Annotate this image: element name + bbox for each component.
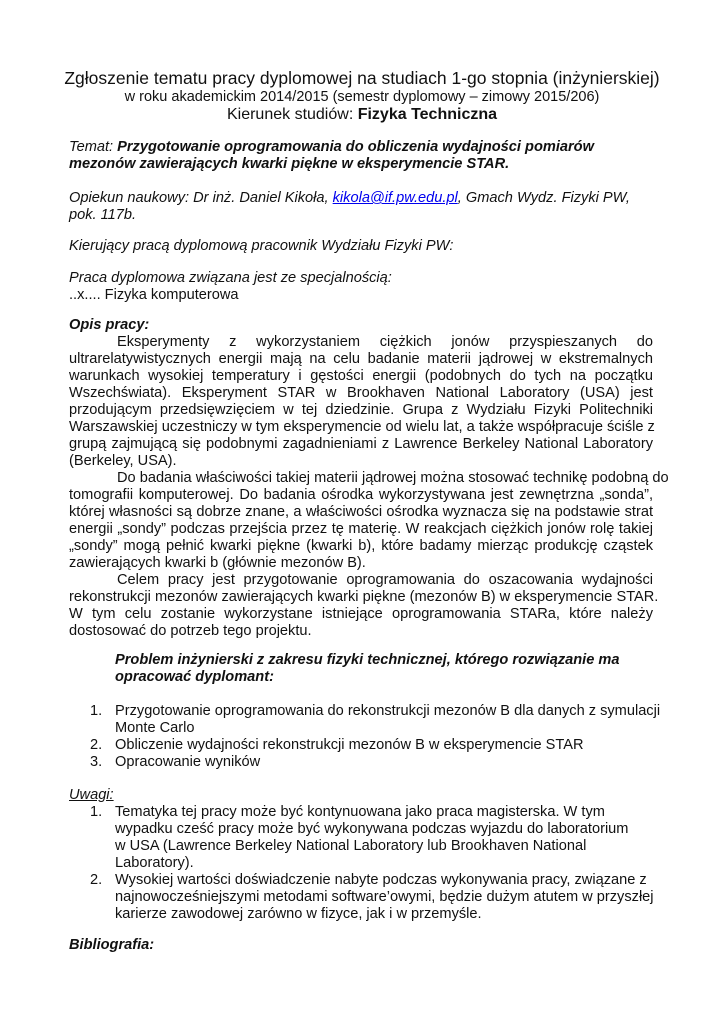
paragraph-line: przodującym przedsięwzięciem w tej dziedzinie. Grupa z Wydziału Fizyki Politechniki xyxy=(69,402,653,418)
paragraph-line: rekonstrukcji mezonów zawierających kwarki piękne (mezonów B) w eksperymencie STAR. xyxy=(69,589,659,605)
problem-heading-line-2: opracować dyplomant: xyxy=(115,669,274,685)
list-item-number: 3. xyxy=(90,754,103,770)
paragraph-line: której własności są dobrze znane, a właściwości ośrodka wyznacza się na podstawie strat xyxy=(69,504,653,520)
notes-list xyxy=(69,804,653,923)
description-section xyxy=(69,317,669,640)
paragraph-line: ultrarelatywistycznych energii mają na celu badanie materii jądrowej w ekstremalnych xyxy=(69,351,653,367)
list-item-number: 1. xyxy=(90,703,103,719)
paragraph-line: grupą zajmującą się podobnymi zagadnieniami z Lawrence Berkeley National Laboratory xyxy=(69,436,653,452)
paragraph-line: dostosować do potrzeb tego projektu. xyxy=(69,623,312,639)
list-item-line: Laboratory). xyxy=(115,855,194,871)
problem-list xyxy=(69,703,661,771)
field-of-study xyxy=(0,106,724,124)
list-item-line: najnowocześniejszymi metodami software’owymi, będzie dużym atutem w przyszłej xyxy=(115,889,654,905)
paragraph-line: W tym celu zostanie wykorzystane istniejące oprogramowania STARa, które należy xyxy=(69,606,653,622)
list-item-number: 2. xyxy=(90,872,103,888)
list-item-line: wypadku cześć pracy może być wykonywana podczas wyjazdu do laboratorium xyxy=(115,821,629,837)
field-value: Fizyka Techniczna xyxy=(357,106,498,123)
topic-line-2: mezonów zawierających kwarki piękne w eksperymencie STAR. xyxy=(69,156,510,172)
description-paragraph xyxy=(69,572,659,640)
list-item-line: Tematyka tej pracy może być kontynuowana jako praca magisterska. W tym xyxy=(115,804,605,820)
list-item-line: Monte Carlo xyxy=(115,720,195,736)
list-item xyxy=(69,754,653,771)
paragraph-line: Eksperymenty z wykorzystaniem ciężkich jonów przyspieszanych do xyxy=(117,334,653,350)
description-paragraphs xyxy=(69,334,669,640)
list-item xyxy=(69,703,661,737)
list-item-line: Opracowanie wyników xyxy=(115,754,261,770)
paragraph-line: Do badania właściwości takiej materii jądrowej można stosować technikę podobną do xyxy=(117,470,669,486)
supervisor-prefix: Opiekun naukowy: Dr inż. Daniel Kikoła, xyxy=(69,190,333,206)
paragraph-line: zawierających kwarki b (głównie mezonów B). xyxy=(69,555,366,571)
specialty xyxy=(69,270,653,304)
director-label: Kierujący pracą dyplomową pracownik Wydziału Fizyki PW: xyxy=(69,238,454,254)
list-item xyxy=(69,737,653,754)
document-title: Zgłoszenie tematu pracy dyplomowej na studiach 1-go stopnia (inżynierskiej) xyxy=(64,68,660,88)
topic xyxy=(69,139,653,173)
description-heading: Opis pracy: xyxy=(69,317,150,333)
paragraph-line: warunkach wysokiej temperatury i gęstości energii (podobnych do tych na początku xyxy=(69,368,653,384)
list-item-number: 1. xyxy=(90,804,103,820)
problem-heading-line-1: Problem inżynierski z zakresu fizyki technicznej, którego rozwiązanie ma xyxy=(115,652,620,668)
list-item-line: karierze zawodowej zarówno w fizyce, jak i w przemyśle. xyxy=(115,906,482,922)
list-item-line: Wysokiej wartości doświadczenie nabyte podczas wykonywania pracy, związane z xyxy=(115,872,647,888)
topic-line-1: Przygotowanie oprogramowania do obliczenia wydajności pomiarów xyxy=(117,139,594,155)
supervisor-room: pok. 117b. xyxy=(69,207,137,223)
list-item-line: w USA (Lawrence Berkeley National Laboratory lub Brookhaven National xyxy=(115,838,587,854)
bibliography-heading: Bibliografia: xyxy=(69,937,155,953)
paragraph-line: tomografii komputerowej. Do badania ośrodka wykorzystywana jest zewnętrzna „sonda”, xyxy=(69,487,653,503)
list-item-line: Przygotowanie oprogramowania do rekonstrukcji mezonów B dla danych z symulacji xyxy=(115,703,661,719)
paragraph-line: (Berkeley, USA). xyxy=(69,453,177,469)
description-paragraph xyxy=(69,334,653,470)
document-subtitle: w roku akademickim 2014/2015 (semestr dyplomowy – zimowy 2015/206) xyxy=(124,89,600,105)
description-paragraph xyxy=(69,470,669,572)
list-item-number: 2. xyxy=(90,737,103,753)
paragraph-line: „sondy” mogą pełnić kwarki piękne (kwarki b), które badamy mierząc produkcję cząstek xyxy=(69,538,653,554)
list-item xyxy=(69,872,653,923)
topic-label: Temat: xyxy=(69,139,118,155)
list-item xyxy=(69,804,653,872)
paragraph-line: energii „sondy” podczas przejścia przez tę materię. W reakcjach ciężkich jonów rolę takiej xyxy=(69,521,653,537)
field-label: Kierunek studiów: xyxy=(226,106,358,123)
problem-section xyxy=(69,652,661,771)
specialty-value: ..x.... Fizyka komputerowa xyxy=(69,287,239,303)
supervisor-email-link[interactable]: kikola@if.pw.edu.pl xyxy=(332,190,458,206)
notes-heading: Uwagi: xyxy=(69,787,114,803)
paragraph-line: Warszawskiej uczestniczy w tym eksperymencie od wielu lat, a także współpracuje ściśle z xyxy=(69,419,655,435)
paragraph-line: Wszechświata). Eksperyment STAR w Brookhaven National Laboratory (USA) jest xyxy=(69,385,653,401)
notes-section xyxy=(69,787,653,923)
list-item-line: Obliczenie wydajności rekonstrukcji mezonów B w eksperymencie STAR xyxy=(115,737,584,753)
paragraph-line: Celem pracy jest przygotowanie oprogramowania do oszacowania wydajności xyxy=(117,572,653,588)
supervisor xyxy=(69,190,653,224)
specialty-label: Praca dyplomowa związana jest ze specjalnością: xyxy=(69,270,392,286)
supervisor-suffix: , Gmach Wydz. Fizyki PW, xyxy=(457,190,630,206)
